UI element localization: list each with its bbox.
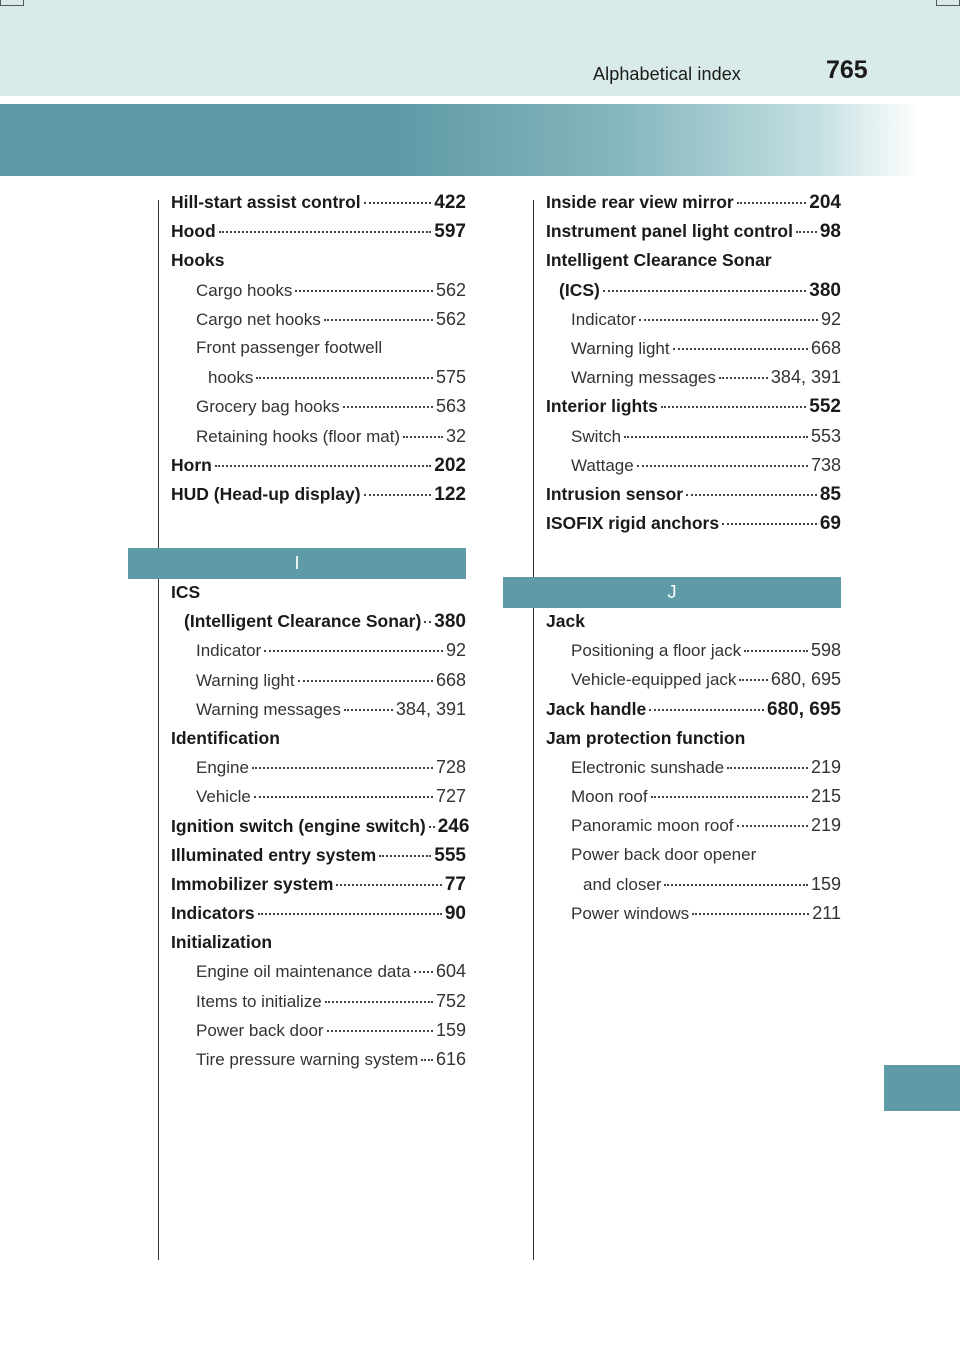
index-subentry <box>546 903 841 932</box>
entry-text: Retaining hooks (floor mat) <box>196 426 401 446</box>
index-subentry <box>171 991 466 1020</box>
entry-page-number: 616 <box>435 1049 466 1069</box>
dot-leader <box>727 767 808 769</box>
crop-mark-right <box>936 0 960 6</box>
index-group-i <box>171 582 470 1078</box>
dot-leader <box>649 709 764 711</box>
index-entry <box>171 484 466 513</box>
index-entry <box>171 455 466 484</box>
index-subentry <box>546 426 841 455</box>
entry-text: Hood <box>171 221 216 242</box>
entry-page-number: 598 <box>810 640 841 661</box>
dot-leader <box>429 826 435 828</box>
entry-page-number: 555 <box>434 844 466 866</box>
index-subentry <box>171 961 466 990</box>
entry-page-number: 85 <box>819 483 841 505</box>
decorative-gradient-band <box>0 104 960 176</box>
entry-text: (ICS) <box>559 279 600 300</box>
index-subentry <box>546 757 841 786</box>
entry-page-number: 552 <box>809 396 841 418</box>
column-rule-left <box>158 200 159 1260</box>
entry-page-number: 422 <box>434 192 466 213</box>
dot-leader <box>421 1059 433 1061</box>
entry-text: Positioning a floor jack <box>571 641 742 661</box>
entry-text: ISOFIX rigid anchors <box>546 513 720 534</box>
dot-leader <box>673 348 808 350</box>
entry-text: Intelligent Clearance Sonar <box>546 250 772 271</box>
entry-text: Power windows <box>571 903 690 923</box>
index-subentry <box>171 640 466 669</box>
entry-text: Front passenger footwell <box>196 337 383 357</box>
dot-leader <box>379 855 431 857</box>
entry-page-number: 384, 391 <box>395 698 466 719</box>
index-subentry <box>546 815 841 844</box>
dot-leader <box>298 680 433 682</box>
index-subentry <box>171 338 466 367</box>
entry-text: Grocery bag hooks <box>196 397 340 417</box>
dot-leader <box>254 796 433 798</box>
index-subentry <box>171 670 466 699</box>
dot-leader <box>624 436 808 438</box>
entry-page-number: 92 <box>445 640 466 661</box>
index-subentry <box>546 640 841 669</box>
dot-leader <box>325 1001 433 1003</box>
dot-leader <box>639 319 818 321</box>
index-column-right-j <box>546 611 841 932</box>
dot-leader <box>744 650 808 652</box>
index-entry <box>546 396 841 425</box>
section-header-j: J <box>503 577 841 608</box>
entry-page-number: 380 <box>434 611 466 633</box>
index-entry <box>171 728 466 757</box>
entry-text: Horn <box>171 454 212 475</box>
entry-text: Power back door opener <box>571 844 757 864</box>
dot-leader <box>343 406 433 408</box>
index-subentry <box>546 874 841 903</box>
index-entry <box>171 250 466 279</box>
dot-leader <box>737 202 807 204</box>
entry-page-number: 680, 695 <box>770 669 841 690</box>
index-entry <box>546 250 841 279</box>
entry-page-number: 752 <box>435 990 466 1011</box>
entry-page-number: 159 <box>810 873 841 894</box>
entry-text: Ignition switch (engine switch) <box>171 815 426 836</box>
index-subentry <box>546 786 841 815</box>
entry-page-number: 553 <box>810 425 841 446</box>
entry-text: Jack <box>546 611 585 631</box>
entry-text: ICS <box>171 582 201 602</box>
page-title: Alphabetical index <box>593 64 741 84</box>
entry-text: Warning messages <box>196 699 341 719</box>
entry-page-number: 597 <box>434 221 466 243</box>
entry-text: Vehicle <box>196 787 251 807</box>
entry-text: and closer <box>583 874 662 894</box>
dot-leader <box>651 796 808 798</box>
entry-page-number: 90 <box>444 903 466 925</box>
entry-text: Jam protection function <box>546 727 746 748</box>
entry-text: Tire pressure warning system <box>196 1050 419 1069</box>
entry-page-number: 219 <box>810 815 841 836</box>
chapter-thumb-tab <box>884 1065 960 1111</box>
entry-text: Instrument panel light control <box>546 221 793 242</box>
entry-text: Initialization <box>171 932 273 953</box>
index-entry <box>546 484 841 513</box>
entry-page-number: 380 <box>809 279 841 301</box>
entry-text: Electronic sunshade <box>571 757 725 777</box>
entry-page-number: 202 <box>434 454 466 476</box>
entry-text: Engine <box>196 758 249 778</box>
dot-leader <box>686 494 817 496</box>
entry-page-number: 563 <box>435 396 466 417</box>
index-entry <box>546 513 841 542</box>
index-entry <box>171 903 466 932</box>
section-header-i: I <box>128 548 466 579</box>
index-subentry <box>171 1049 466 1078</box>
index-entry <box>171 192 466 221</box>
entry-page-number: 384, 391 <box>770 367 841 388</box>
dot-leader <box>256 377 433 379</box>
index-group-h <box>171 192 466 513</box>
index-entry <box>171 611 466 640</box>
index-column-left <box>171 192 466 513</box>
index-entry <box>171 874 466 903</box>
dot-leader <box>258 913 442 915</box>
entry-page-number: 159 <box>435 1019 466 1040</box>
dot-leader <box>215 465 431 467</box>
index-subentry <box>171 1020 466 1049</box>
dot-leader <box>403 436 443 438</box>
dot-leader <box>264 650 443 652</box>
index-entry <box>171 932 466 961</box>
index-group-i-cont <box>546 192 841 542</box>
dot-leader <box>603 290 806 292</box>
header-band <box>0 0 960 96</box>
index-subentry <box>171 786 466 815</box>
dot-leader <box>664 884 808 886</box>
dot-leader <box>252 767 433 769</box>
index-entry <box>546 280 841 309</box>
index-subentry <box>171 367 466 396</box>
entry-text: Warning light <box>571 338 670 358</box>
entry-page-number: 215 <box>810 786 841 807</box>
index-entry <box>546 611 841 640</box>
index-entry <box>171 815 470 845</box>
entry-page-number: 98 <box>819 221 841 243</box>
column-rule-right <box>533 200 534 1260</box>
entry-page-number: 680, 695 <box>767 698 841 720</box>
dot-leader <box>737 825 808 827</box>
entry-text: (Intelligent Clearance Sonar) <box>184 611 422 632</box>
entry-page-number: 575 <box>435 367 466 388</box>
entry-page-number: 92 <box>820 308 841 329</box>
entry-text: Panoramic moon roof <box>571 816 734 836</box>
entry-text: Interior lights <box>546 396 658 417</box>
entry-text: Indicator <box>571 309 637 329</box>
entry-page-number: 211 <box>812 902 841 923</box>
index-subentry <box>546 455 841 484</box>
entry-page-number: 562 <box>435 308 466 329</box>
entry-page-number: 246 <box>437 815 470 837</box>
entry-page-number: 604 <box>435 961 466 982</box>
dot-leader <box>739 679 768 681</box>
index-subentry <box>546 845 841 874</box>
entry-text: Moon roof <box>571 787 648 807</box>
index-subentry <box>546 367 841 396</box>
entry-text: Jack handle <box>546 698 647 719</box>
crop-mark-left <box>0 0 24 6</box>
index-subentry <box>546 669 841 698</box>
index-subentry <box>171 309 466 338</box>
index-subentry <box>171 280 466 309</box>
entry-text: Vehicle-equipped jack <box>571 670 737 690</box>
entry-text: Illuminated entry system <box>171 844 377 865</box>
entry-text: Switch <box>571 426 622 446</box>
entry-text: Warning light <box>196 670 295 690</box>
entry-page-number: 219 <box>810 756 841 777</box>
index-column-left-i <box>171 582 470 1078</box>
entry-page-number: 69 <box>819 513 841 535</box>
dot-leader <box>692 913 809 915</box>
index-entry <box>546 221 841 250</box>
entry-text: Hooks <box>171 250 225 271</box>
index-entry <box>171 582 466 611</box>
entry-text: Warning messages <box>571 368 716 388</box>
entry-page-number: 668 <box>810 337 841 358</box>
entry-page-number: 727 <box>435 786 466 807</box>
entry-page-number: 77 <box>444 873 466 895</box>
entry-text: Engine oil maintenance data <box>196 962 411 982</box>
index-entry <box>171 221 466 250</box>
dot-leader <box>364 494 432 496</box>
entry-page-number: 738 <box>810 454 841 475</box>
index-entry <box>171 845 466 874</box>
dot-leader <box>796 231 817 233</box>
entry-page-number: 562 <box>435 279 466 300</box>
index-column-right <box>546 192 841 542</box>
entry-page-number: 122 <box>434 483 466 505</box>
page-number: 765 <box>826 56 868 84</box>
dot-leader <box>336 884 441 886</box>
dot-leader <box>295 290 433 292</box>
entry-text: Immobilizer system <box>171 873 334 894</box>
index-entry <box>546 728 841 757</box>
entry-text: Indicators <box>171 903 255 924</box>
dot-leader <box>364 202 432 204</box>
index-entry <box>546 699 841 728</box>
index-subentry <box>546 338 841 367</box>
dot-leader <box>424 621 431 623</box>
dot-leader <box>719 377 768 379</box>
entry-text: Cargo net hooks <box>196 309 321 329</box>
dot-leader <box>327 1030 433 1032</box>
index-group-j <box>546 611 841 932</box>
dot-leader <box>722 523 817 525</box>
index-subentry <box>171 396 466 425</box>
entry-page-number: 728 <box>435 757 466 778</box>
entry-page-number: 204 <box>809 192 841 213</box>
entry-text: Intrusion sensor <box>546 483 684 504</box>
index-subentry <box>171 426 466 455</box>
dot-leader <box>219 231 432 233</box>
dot-leader <box>414 971 433 973</box>
entry-text: Indicator <box>196 641 262 661</box>
entry-text: Items to initialize <box>196 991 322 1011</box>
dot-leader <box>637 465 808 467</box>
entry-text: Wattage <box>571 455 634 475</box>
dot-leader <box>344 709 393 711</box>
dot-leader <box>324 319 433 321</box>
entry-text: Inside rear view mirror <box>546 192 734 212</box>
entry-text: Hill-start assist control <box>171 192 361 212</box>
entry-text: HUD (Head-up display) <box>171 483 361 504</box>
entry-text: Cargo hooks <box>196 280 293 300</box>
entry-text: Power back door <box>196 1020 324 1040</box>
index-subentry <box>171 699 466 728</box>
index-subentry <box>171 757 466 786</box>
entry-text: Identification <box>171 727 280 748</box>
index-subentry <box>546 309 841 338</box>
entry-text: hooks <box>208 368 254 388</box>
entry-page-number: 668 <box>435 669 466 690</box>
dot-leader <box>661 406 806 408</box>
index-entry <box>546 192 841 221</box>
entry-page-number: 32 <box>445 425 466 446</box>
